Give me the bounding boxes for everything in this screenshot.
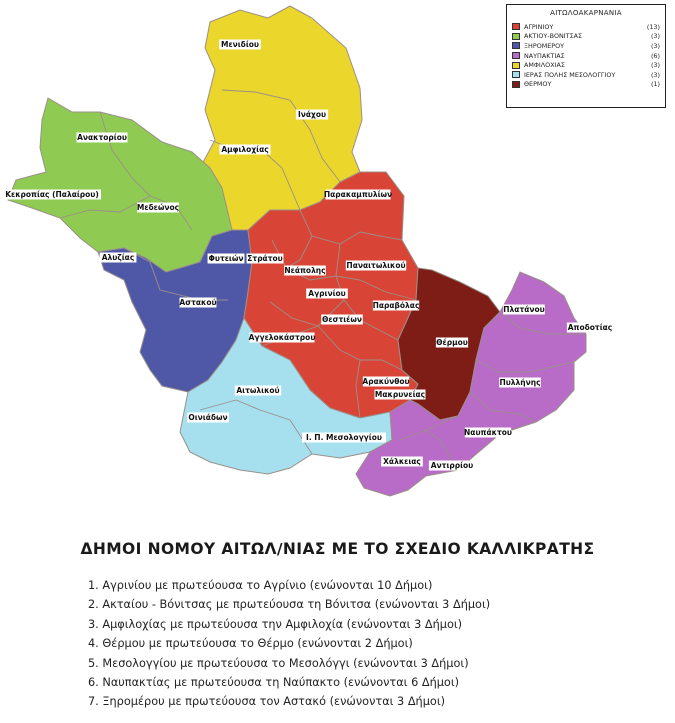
legend-item: [512, 60, 660, 70]
svg-text:Αλυζίας: Αλυζίας: [101, 253, 135, 262]
legend: [506, 4, 666, 108]
municipality-item: 3. Αμφιλοχίας με πρωτεύουσα την Αμφιλοχία (ενώνονται 3 Δήμοι): [88, 617, 463, 631]
svg-text:Πυλλήνης: Πυλλήνης: [499, 378, 541, 387]
place-label: [220, 145, 271, 155]
legend-name: ΞΗΡΟΜΕΡΟΥ: [524, 41, 565, 50]
svg-text:Στράτου: Στράτου: [247, 254, 283, 263]
place-label: [567, 323, 613, 333]
svg-text:Αμφιλοχίας: Αμφιλοχίας: [221, 145, 269, 154]
svg-text:Μενιδίου: Μενιδίου: [221, 40, 259, 49]
legend-name: ΑΚΤΙΟΥ-ΒΟΝΙΤΣΑΣ: [524, 32, 583, 41]
legend-count: (3): [650, 70, 660, 79]
svg-text:Πλατάνου: Πλατάνου: [503, 305, 545, 314]
place-label: [429, 461, 475, 471]
svg-text:Αιτωλικού: Αιτωλικού: [236, 386, 280, 395]
region-aktio-vonitsa: [8, 98, 232, 272]
legend-count: (6): [650, 51, 660, 60]
legend-swatch: [512, 62, 520, 69]
place-label: [346, 261, 406, 271]
svg-text:Μακρυνείας: Μακρυνείας: [374, 390, 426, 399]
place-label: [249, 333, 316, 343]
place-label: [100, 253, 137, 263]
legend-swatch: [512, 71, 520, 78]
svg-text:Φυτειών: Φυτειών: [208, 254, 244, 263]
legend-name: ΝΑΥΠΑΚΤΙΑΣ: [524, 51, 565, 60]
svg-text:Χάλκειας: Χάλκειας: [383, 457, 421, 466]
svg-text:Παρακαμπυλίων: Παρακαμπυλίων: [323, 190, 393, 199]
legend-count: (3): [650, 41, 660, 50]
place-label: [137, 203, 179, 213]
legend-swatch: [512, 81, 520, 88]
svg-text:Παναιτωλικού: Παναιτωλικού: [346, 261, 406, 270]
legend-count: (3): [650, 32, 660, 41]
municipality-item: 1. Αγρινίου με πρωτεύουσα το Αγρίνιο (ενώνονται 10 Δήμοι): [88, 579, 433, 592]
place-label: [296, 110, 328, 120]
place-label: [306, 289, 348, 299]
legend-name: ΑΓΡΙΝΙΟΥ: [524, 22, 554, 31]
legend-swatch: [512, 42, 520, 49]
legend-item: [512, 70, 660, 80]
place-label: [503, 305, 545, 315]
svg-text:Αγγελοκάστρου: Αγγελοκάστρου: [248, 333, 316, 342]
legend-swatch: [512, 52, 520, 59]
legend-items: [512, 22, 660, 89]
place-label: [3, 190, 101, 200]
municipality-list: [88, 576, 490, 712]
svg-text:Αρακύνθου: Αρακύνθου: [362, 377, 410, 386]
legend-swatch: [512, 33, 520, 40]
place-label: [179, 298, 216, 308]
svg-text:Νεάπολης: Νεάπολης: [284, 266, 326, 275]
municipality-item: 5. Μεσολογγίου με πρωτεύουσα το Μεσολόγγι (ενώνονται 3 Δήμοι): [88, 656, 469, 670]
svg-text:Ινάχου: Ινάχου: [297, 110, 327, 119]
svg-text:Αντιρρίου: Αντιρρίου: [430, 461, 474, 470]
municipality-item: 2. Ακταίου - Βόνιτσας με πρωτεύουσα τη Βόνιτσα (ενώνονται 3 Δήμοι): [88, 598, 491, 612]
svg-text:Μεδεώνος: Μεδεώνος: [136, 203, 180, 212]
svg-text:Αστακού: Αστακού: [179, 298, 217, 307]
legend-item: [512, 41, 660, 51]
place-label: [247, 254, 284, 264]
legend-swatch: [512, 23, 520, 30]
municipality-item: 7. Ξηρομέρου με πρωτεύουσα τον Αστακό (ενώνονται 3 Δήμοι): [88, 695, 446, 709]
svg-text:Ι. Π. Μεσολογγίου: Ι. Π. Μεσολογγίου: [306, 433, 382, 442]
legend-name: ΙΕΡΑΣ ΠΟΛΗΣ ΜΕΣΟΛΟΓΓΙΟΥ: [524, 70, 616, 79]
legend-title: ΑΙΤΩΛΟΑΚΑΡΝΑΝΙΑ: [550, 9, 622, 17]
place-label: [436, 338, 468, 348]
svg-text:Ανακτορίου: Ανακτορίου: [77, 133, 127, 142]
place-label: [235, 386, 281, 396]
svg-text:Θεστιέων: Θεστιέων: [322, 315, 362, 324]
place-label: [362, 377, 409, 387]
place-label: [77, 133, 128, 143]
place-label: [464, 428, 512, 438]
place-label: [375, 390, 426, 400]
place-label: [381, 457, 423, 467]
legend-item: [512, 22, 660, 32]
svg-text:Αγρινίου: Αγρινίου: [308, 289, 346, 298]
place-label: [219, 40, 261, 50]
page-heading: ΔΗΜΟΙ ΝΟΜΟΥ ΑΙΤΩΛ/ΝΙΑΣ ΜΕ ΤΟ ΣΧΕΔΙΟ ΚΑΛΛΙΚΡΑΤΗΣ: [80, 540, 595, 558]
place-label: [499, 378, 541, 388]
place-label: [284, 266, 326, 276]
municipality-item: 6. Ναυπακτίας με πρωτεύουσα τη Ναύπακτο (ενώνονται 6 Δήμοι): [88, 675, 460, 689]
legend-item: [512, 80, 660, 90]
legend-name: ΑΜΦΙΛΟΧΙΑΣ: [524, 61, 565, 70]
legend-name: ΘΕΡΜΟΥ: [524, 80, 552, 89]
place-label: [302, 433, 386, 443]
svg-text:Ναυπάκτου: Ναυπάκτου: [464, 428, 512, 437]
municipality-item: 4. Θέρμου με πρωτεύουσα το Θέρμο (ενώνονται 2 Δήμοι): [88, 637, 413, 651]
svg-text:Παραβόλας: Παραβόλας: [372, 301, 420, 310]
place-label: [324, 190, 392, 200]
place-label: [208, 254, 245, 264]
legend-item: [512, 51, 660, 61]
svg-text:Κεκροπίας (Παλαίρου): Κεκροπίας (Παλαίρου): [5, 190, 99, 199]
place-label: [373, 301, 420, 311]
legend-count: (3): [650, 61, 660, 70]
place-label: [187, 413, 229, 423]
legend-count: (13): [646, 22, 660, 31]
svg-text:Αποδοτίας: Αποδοτίας: [567, 323, 613, 332]
legend-item: [512, 32, 660, 42]
svg-text:Οινιάδων: Οινιάδων: [188, 413, 228, 422]
place-label: [321, 315, 363, 325]
svg-text:Θέρμου: Θέρμου: [436, 338, 468, 347]
legend-count: (1): [650, 80, 660, 89]
